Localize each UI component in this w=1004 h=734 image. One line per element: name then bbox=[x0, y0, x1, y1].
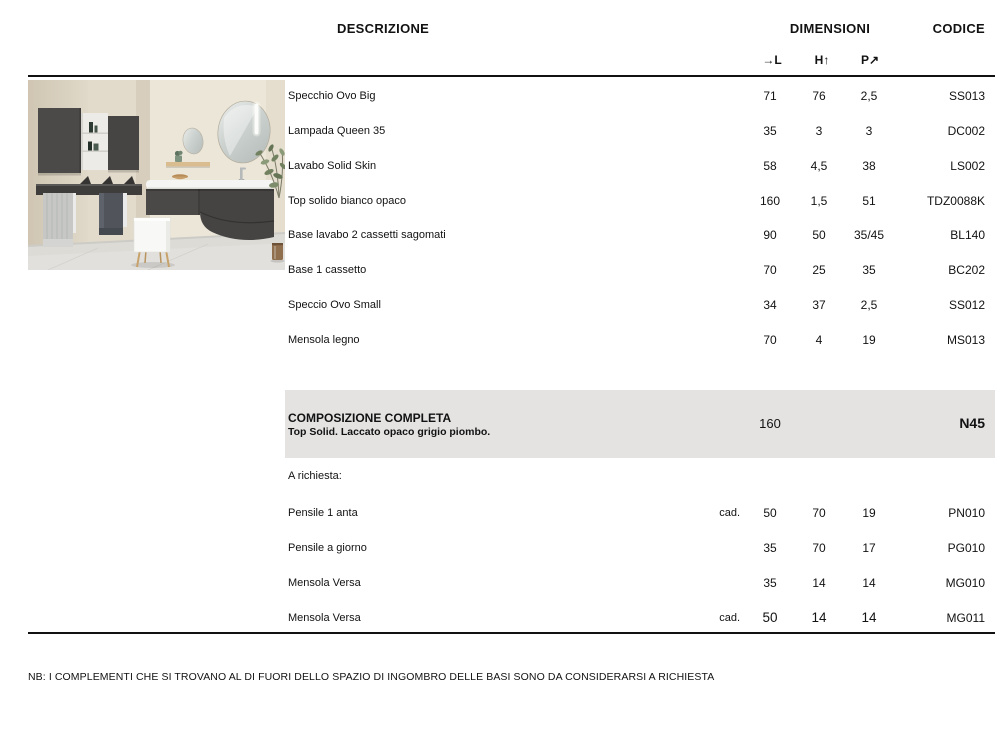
item-dim-p: 38 bbox=[862, 158, 876, 173]
table-row bbox=[285, 322, 995, 357]
item-code: PG010 bbox=[947, 540, 985, 555]
item-dim-p: 14 bbox=[861, 610, 877, 625]
composition-photo bbox=[28, 80, 285, 270]
item-dim-p: 2,5 bbox=[860, 89, 878, 104]
wall-cabinet bbox=[38, 108, 139, 176]
item-code: MG011 bbox=[946, 610, 985, 625]
table-row bbox=[285, 600, 995, 635]
item-dim-l: 90 bbox=[763, 228, 777, 243]
item-dim-p: 2,5 bbox=[860, 297, 878, 312]
item-dim-h: 37 bbox=[812, 297, 826, 312]
item-dim-p: 51 bbox=[862, 193, 876, 208]
item-dim-l: 70 bbox=[763, 332, 777, 347]
item-desc: Mensola Versa bbox=[288, 576, 361, 589]
item-dim-h: 14 bbox=[811, 610, 827, 625]
item-dim-p: 17 bbox=[862, 540, 876, 555]
item-dim-p: 19 bbox=[862, 332, 876, 347]
table-row bbox=[285, 218, 995, 253]
item-code: DC002 bbox=[947, 124, 985, 139]
item-desc: Mensola legno bbox=[288, 333, 360, 346]
item-desc: Mensola Versa bbox=[288, 611, 361, 624]
item-desc: Top solido bianco opaco bbox=[288, 194, 407, 207]
on-request-table bbox=[285, 495, 995, 635]
item-dim-l: 50 bbox=[763, 505, 777, 520]
item-desc: Lampada Queen 35 bbox=[288, 125, 386, 138]
item-code: SS012 bbox=[948, 297, 985, 312]
table-row bbox=[285, 114, 995, 149]
item-desc: Base lavabo 2 cassetti sagomati bbox=[288, 229, 446, 242]
item-desc: Base 1 cassetto bbox=[288, 264, 367, 277]
item-desc: Pensile 1 anta bbox=[288, 506, 358, 519]
item-dim-l: 35 bbox=[763, 575, 777, 590]
composition-dim-l: 160 bbox=[759, 416, 781, 431]
bathroom-scene-illustration bbox=[28, 80, 285, 270]
composition-summary-band bbox=[285, 390, 995, 458]
composition-code: N45 bbox=[959, 415, 985, 431]
table-row bbox=[285, 253, 995, 288]
table-row bbox=[285, 288, 995, 323]
item-dim-l: 35 bbox=[763, 540, 777, 555]
item-dim-l: 71 bbox=[763, 89, 777, 104]
item-dim-h: 3 bbox=[815, 124, 823, 139]
composition-title: COMPOSIZIONE COMPLETA bbox=[288, 411, 452, 425]
item-dim-p: 3 bbox=[865, 124, 873, 139]
item-dim-h: 50 bbox=[812, 228, 826, 243]
item-desc: Speccio Ovo Small bbox=[288, 298, 381, 311]
item-code: BC202 bbox=[948, 263, 985, 278]
item-code: SS013 bbox=[948, 89, 985, 104]
item-unit: cad. bbox=[719, 611, 740, 624]
item-code: MS013 bbox=[946, 332, 985, 347]
table-bottom-rule bbox=[28, 632, 995, 634]
footnote: NB: I COMPLEMENTI CHE SI TROVANO AL DI FUORI DELLO SPAZIO DI INGOMBRO DELLE BASI SONO DA CONSIDERARSI A RICHIESTA bbox=[28, 671, 715, 683]
item-code: PN010 bbox=[948, 505, 985, 520]
item-dim-h: 4,5 bbox=[810, 158, 828, 173]
waste-bin bbox=[271, 243, 285, 263]
item-code: MG010 bbox=[945, 575, 985, 590]
item-dim-h: 76 bbox=[812, 89, 826, 104]
column-header-descrizione: DESCRIZIONE bbox=[337, 21, 430, 36]
item-desc: Pensile a giorno bbox=[288, 541, 367, 554]
items-table bbox=[285, 79, 995, 357]
item-code: TDZ0088K bbox=[926, 193, 985, 208]
item-dim-l: 35 bbox=[763, 124, 777, 139]
item-code: BL140 bbox=[950, 228, 985, 243]
item-dim-l: 50 bbox=[762, 610, 778, 625]
table-top-rule bbox=[28, 75, 995, 77]
column-subheader-depth: P↗ bbox=[860, 53, 880, 67]
item-dim-h: 25 bbox=[812, 263, 826, 278]
composition-subtitle: Top Solid. Laccato opaco grigio piombo. bbox=[288, 426, 491, 438]
item-dim-p: 35/45 bbox=[853, 228, 885, 243]
item-dim-l: 160 bbox=[759, 193, 781, 208]
item-dim-l: 70 bbox=[763, 263, 777, 278]
item-dim-p: 19 bbox=[862, 505, 876, 520]
item-dim-h: 4 bbox=[815, 332, 823, 347]
table-row bbox=[285, 183, 995, 218]
table-row bbox=[285, 79, 995, 114]
item-dim-p: 35 bbox=[862, 263, 876, 278]
item-dim-h: 70 bbox=[812, 540, 826, 555]
column-header-codice: CODICE bbox=[932, 21, 985, 36]
item-dim-p: 14 bbox=[862, 575, 876, 590]
on-request-label: A richiesta: bbox=[288, 470, 342, 482]
table-row bbox=[285, 530, 995, 565]
item-unit: cad. bbox=[719, 506, 740, 519]
item-dim-h: 1,5 bbox=[810, 193, 828, 208]
item-dim-l: 34 bbox=[763, 297, 777, 312]
column-header-dimensioni: DIMENSIONI bbox=[789, 21, 871, 36]
table-row bbox=[285, 149, 995, 184]
table-row bbox=[285, 495, 995, 530]
item-dim-l: 58 bbox=[763, 158, 777, 173]
column-subheader-height: H↑ bbox=[814, 53, 830, 67]
table-row bbox=[285, 565, 995, 600]
item-dim-h: 70 bbox=[812, 505, 826, 520]
item-desc: Lavabo Solid Skin bbox=[288, 159, 377, 172]
item-code: LS002 bbox=[950, 158, 985, 173]
column-subheader-length: →L bbox=[762, 53, 782, 67]
item-dim-h: 14 bbox=[812, 575, 826, 590]
item-desc: Specchio Ovo Big bbox=[288, 90, 376, 103]
